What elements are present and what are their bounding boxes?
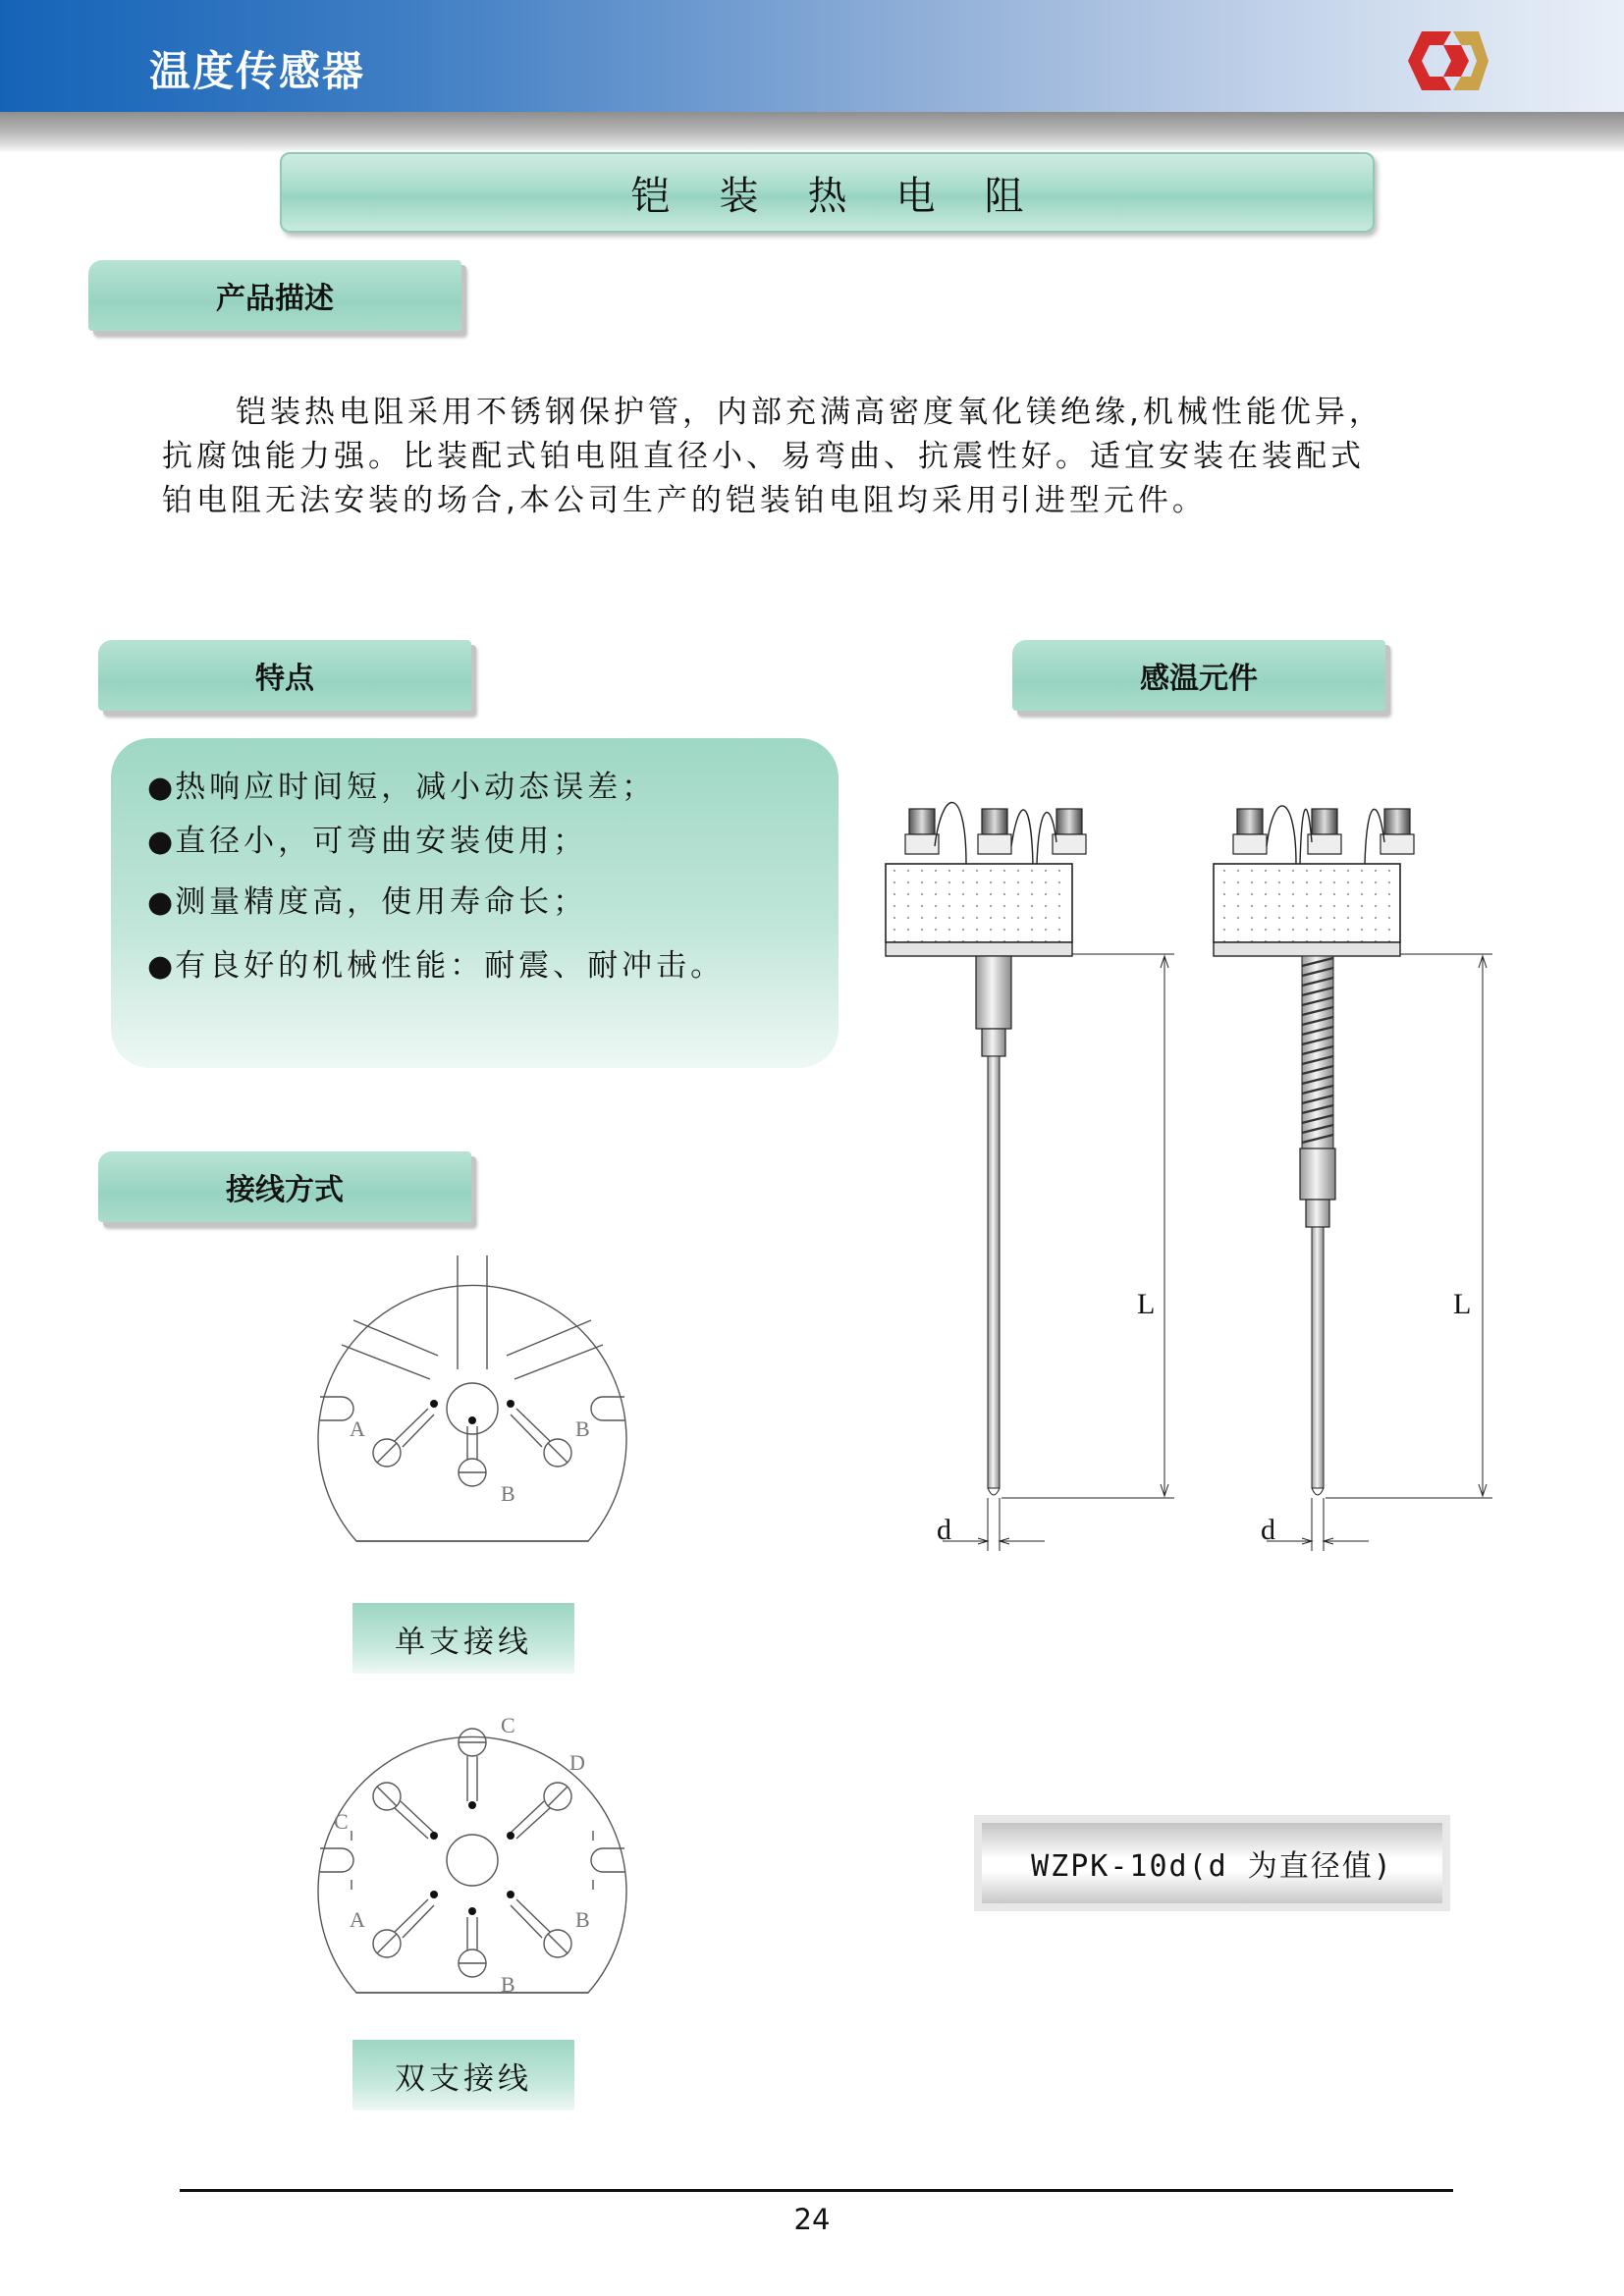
footer-divider — [180, 2189, 1453, 2192]
model-label: WZPK-10d(d 为直径值) — [982, 1823, 1442, 1903]
page-category-title: 温度传感器 — [149, 47, 366, 95]
tab-label: 感温元件 — [1140, 662, 1258, 696]
diameter-label: d — [937, 1514, 951, 1546]
sensor-drawings — [864, 785, 1512, 1767]
feature-item: ●直径小，可弯曲安装使用； — [147, 824, 588, 859]
terminal-a-label: A — [350, 1907, 365, 1932]
bullet-icon: ● — [147, 771, 174, 805]
terminal-d-label: D — [569, 1750, 585, 1775]
terminal-b-label: B — [501, 1481, 515, 1506]
bullet-icon: ● — [147, 825, 174, 859]
tab-label: 特点 — [255, 662, 314, 696]
tab-label: 产品描述 — [216, 282, 334, 316]
description-line: 抗腐蚀能力强。比装配式铂电阻直径小、易弯曲、抗震性好。适宜安装在装配式 — [162, 439, 1365, 474]
terminal-a-label: A — [350, 1416, 365, 1441]
length-label: L — [1137, 1288, 1156, 1320]
tab-label: 接线方式 — [226, 1173, 344, 1207]
sensor-straight — [886, 803, 1174, 1551]
double-wiring-diagram — [312, 1703, 632, 1998]
company-logo — [1404, 24, 1490, 100]
feature-item: ●热响应时间短，减小动态误差； — [147, 770, 657, 805]
product-description — [162, 391, 1478, 523]
length-label: L — [1453, 1288, 1472, 1320]
terminal-b-label: B — [501, 1972, 515, 1997]
tab-sensing-element — [1012, 640, 1385, 711]
feature-item: ●测量精度高，使用寿命长； — [147, 884, 588, 920]
features-box — [111, 738, 839, 1068]
page-number: 24 — [793, 2203, 831, 2236]
tab-features — [98, 640, 471, 711]
single-wiring-diagram — [312, 1252, 632, 1546]
bullet-icon: ● — [147, 885, 174, 920]
feature-item: ●有良好的机械性能：耐震、耐冲击。 — [147, 948, 726, 984]
product-title-banner — [280, 152, 1375, 233]
tab-product-description — [88, 260, 461, 331]
terminal-c-label: C — [334, 1809, 349, 1834]
header-shadow-band — [0, 112, 1624, 153]
terminal-b-label: B — [575, 1416, 590, 1441]
single-wiring-label: 单支接线 — [352, 1603, 574, 1674]
product-title: 铠装热电阻 — [630, 173, 1073, 219]
bullet-icon: ● — [147, 949, 174, 984]
diameter-label: d — [1261, 1514, 1275, 1546]
description-line: 铂电阻无法安装的场合,本公司生产的铠装铂电阻均采用引进型元件。 — [162, 483, 1207, 518]
tab-wiring-method — [98, 1151, 471, 1222]
terminal-b-label: B — [575, 1907, 590, 1932]
terminal-c-label: C — [501, 1713, 515, 1737]
description-line: 铠装热电阻采用不锈钢保护管，内部充满高密度氧化镁绝缘,机械性能优异， — [236, 395, 1383, 430]
sensor-flexible — [1214, 806, 1492, 1551]
double-wiring-label: 双支接线 — [352, 2040, 574, 2110]
